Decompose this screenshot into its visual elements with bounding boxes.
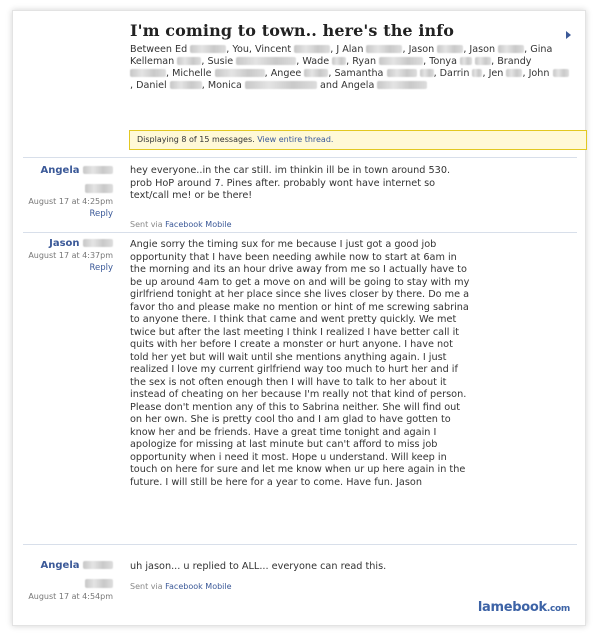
participant[interactable]: Monica: [207, 80, 242, 91]
participant: You: [232, 44, 249, 55]
message-item: [13, 163, 587, 229]
participant-last: and Angela: [320, 80, 375, 91]
participant[interactable]: Michelle: [172, 68, 212, 79]
redacted-surname: [245, 81, 317, 89]
participant[interactable]: Jen: [488, 68, 504, 79]
participants-prefix: Between: [130, 44, 172, 55]
redacted-surname: [83, 166, 113, 174]
redacted-surname: [366, 45, 402, 53]
message-timestamp: August 17 at 4:54pm: [28, 592, 113, 601]
participant[interactable]: Ed: [175, 44, 188, 55]
message-body: Angie sorry the timing sux for me because I just got a good job opportunity that I have been needing awhile now to start at 6am in the morning and its an hour drive away from me so I actually have to be up around 4am to get a move on and will be going to stay with my girlfriend tonight at her place since she lives closer by there. Do me a favor tho and please make no mention or hint of me screwing sabrina to anyone there. I think that came and went pretty quickly. We met twice but after the last meeting I think I realized I have better call it quits with her before I create a monster or hurt anyone. I have not told her yet but will wait until she mentions anything again. I just realized I love my current girlfriend way too much to hurt her and if the sex is not often enough then I will have to talk to her about it instead of cheating on her because I'm really not that kind of person. Please don't mention any of this to Sabrina neither. She will find out on her own. She is pretty cool tho and I am glad to have gotten to know her and be friends. Have a great time tonight and again I apologize for missing at last minute but can't afford to miss job opportunity when i need it most. Hope u understand. Will keep in touch on here for sure and let me know when ur up here again in the future. I will still be here for a year to come. Have fun. Jason: [130, 239, 470, 488]
redacted-surname: [332, 57, 346, 65]
sender-name-link[interactable]: [3, 164, 113, 177]
view-entire-thread-link[interactable]: View entire thread.: [257, 135, 334, 144]
sent-via: [130, 582, 232, 591]
message-sender-block: [3, 164, 113, 220]
participant[interactable]: Brandy: [497, 56, 532, 67]
redacted-surname: [215, 69, 265, 77]
reply-link[interactable]: Reply: [89, 263, 113, 273]
sender-name[interactable]: Angela: [40, 165, 80, 176]
redacted-surname: [379, 57, 423, 65]
notice-text: Displaying 8 of 15 messages.: [137, 135, 255, 144]
sent-via-prefix: Sent via: [130, 582, 163, 591]
thread-title: I'm coming to town.. here's the info: [130, 21, 455, 40]
sent-via: [130, 220, 232, 229]
message-count-notice: [129, 130, 587, 150]
participant[interactable]: Gina Kelleman: [130, 44, 553, 67]
message-item: [13, 237, 587, 547]
redacted-surname: [85, 184, 113, 193]
participant[interactable]: Tonya: [429, 56, 457, 67]
thread-header: [13, 11, 587, 123]
expand-arrow-icon[interactable]: [566, 31, 571, 39]
message-timestamp: August 17 at 4:25pm: [28, 197, 113, 206]
watermark-domain: .com: [546, 604, 570, 614]
message-thread-card: [12, 10, 586, 626]
redacted-surname: [85, 579, 113, 588]
redacted-surname: [437, 45, 463, 53]
sent-via-prefix: Sent via: [130, 220, 163, 229]
divider: [23, 232, 577, 233]
redacted-surname: [506, 69, 522, 77]
participant[interactable]: Samantha: [334, 68, 384, 79]
redacted-surname: [83, 239, 113, 247]
participant[interactable]: Darrin: [439, 68, 470, 79]
redacted-surname: [553, 69, 569, 77]
redacted-surname: [475, 57, 491, 65]
participant[interactable]: Daniel: [136, 80, 167, 91]
sender-name[interactable]: Jason: [49, 238, 80, 249]
sender-name[interactable]: Angela: [40, 560, 80, 571]
redacted-surname: [460, 57, 472, 65]
redacted-surname: [190, 45, 226, 53]
redacted-surname: [177, 57, 201, 65]
redacted-surname: [236, 57, 296, 65]
message-timestamp: August 17 at 4:37pm: [28, 251, 113, 260]
redacted-surname: [130, 69, 166, 77]
message-item: [13, 553, 587, 603]
participants-list: Between Ed , You, Vincent , J Alan , Jason , Jason , Gina Kelleman , Susie , Wade , Ryan , Tonya , Brandy , Michelle , Angee , Samantha , Darrin , Jen , John , Daniel , Monica and Angela: [130, 44, 570, 92]
participant[interactable]: J Alan: [336, 44, 364, 55]
message-body: hey everyone..in the car still. im thinkin ill be in town around 530. prob HoP around 7. Pines after. probably wont have internet so text/call me! or be there!: [130, 165, 451, 201]
reply-link[interactable]: Reply: [89, 209, 113, 219]
facebook-mobile-link[interactable]: Facebook Mobile: [165, 220, 232, 229]
sender-name-link[interactable]: [3, 559, 113, 572]
watermark-brand: lamebook: [477, 600, 547, 615]
participant[interactable]: Wade: [302, 56, 330, 67]
divider: [23, 157, 577, 158]
redacted-surname: [294, 45, 330, 53]
redacted-surname: [420, 69, 434, 77]
redacted-surname: [377, 81, 427, 89]
redacted-surname: [170, 81, 202, 89]
participant[interactable]: Susie: [207, 56, 234, 67]
redacted-surname: [472, 69, 482, 77]
message-sender-block: [3, 237, 113, 274]
redacted-surname: [83, 561, 113, 569]
redacted-surname: [498, 45, 524, 53]
redacted-surname: [387, 69, 417, 77]
lamebook-watermark: [478, 600, 570, 615]
participant[interactable]: Jason: [469, 44, 496, 55]
participant[interactable]: Angee: [270, 68, 302, 79]
participant[interactable]: Ryan: [352, 56, 377, 67]
participant[interactable]: John: [528, 68, 550, 79]
sender-name-link[interactable]: [3, 237, 113, 250]
divider: [23, 544, 577, 545]
participant[interactable]: Jason: [408, 44, 435, 55]
participant[interactable]: Vincent: [255, 44, 292, 55]
message-sender-block: [3, 559, 113, 603]
redacted-surname: [304, 69, 328, 77]
message-body: uh jason... u replied to ALL... everyone can read this.: [130, 561, 387, 572]
facebook-mobile-link[interactable]: Facebook Mobile: [165, 582, 232, 591]
